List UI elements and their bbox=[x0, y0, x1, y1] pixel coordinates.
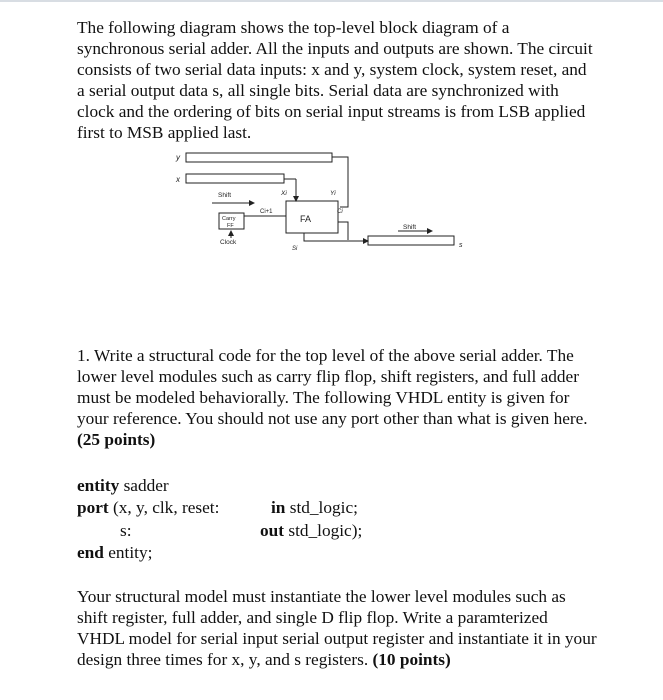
ci-plus-1-label: Ci+1 bbox=[260, 209, 273, 215]
y-wire bbox=[332, 157, 348, 207]
out-keyword: out bbox=[260, 521, 285, 540]
out-type: std_logic); bbox=[288, 521, 363, 540]
output-s-label: s bbox=[459, 242, 463, 249]
si-label: Si bbox=[292, 246, 298, 252]
code-s-port: s: bbox=[120, 521, 132, 540]
entity-name: sadder bbox=[123, 476, 169, 495]
in-type: std_logic; bbox=[289, 498, 358, 517]
clock-label: Clock bbox=[220, 239, 237, 246]
x-shift-register bbox=[186, 174, 284, 183]
intro-paragraph: The following diagram shows the top-level block diagram of a synchronous serial adder. All the inputs and outputs are shown. The circuit consists of two serial data inputs: x and y, system clock, system reset, and a serial output data s, all single bits. Serial data are synchronized with clock and the ordering of bits on serial input streams is from LSB applied first to MSB applied last. bbox=[77, 18, 593, 142]
y-shift-register bbox=[186, 153, 332, 162]
full-adder bbox=[286, 201, 338, 233]
port-list: (x, y, clk, reset: bbox=[113, 498, 220, 517]
instruction-text: Your structural model must instantiate the lower level modules such as shift register, full adder, and single D flip flop. Write a paramterized VHDL model for serial input serial output register and instantiate it in your design three times for x, y, and s registers. bbox=[77, 587, 597, 669]
entity-keyword: entity bbox=[77, 476, 120, 495]
yi-label: Yi bbox=[330, 190, 336, 197]
code-out-type bbox=[260, 520, 362, 542]
instruction-points: (10 points) bbox=[372, 650, 451, 669]
top-border bbox=[0, 0, 663, 2]
instruction-paragraph bbox=[77, 586, 597, 670]
code-in-type bbox=[271, 497, 358, 519]
carry-ff-label-2: FF bbox=[227, 223, 234, 229]
end-rest: entity; bbox=[108, 543, 153, 562]
si-wire bbox=[304, 233, 366, 241]
shift-label-2: Shift bbox=[403, 224, 417, 231]
fa-label: FA bbox=[300, 214, 312, 224]
question-text: 1. Write a structural code for the top level of the above serial adder. The lower level modules such as carry flip flop, shift registers, and full adder must be modeled behaviorally. The following VHDL entity is given for your reference. You should not use any port other than what is given here. bbox=[77, 346, 588, 428]
in-keyword: in bbox=[271, 498, 286, 517]
s-shift-register bbox=[368, 236, 454, 245]
code-end-line bbox=[77, 542, 152, 564]
ci-wire bbox=[338, 222, 348, 240]
question-points: (25 points) bbox=[77, 430, 156, 449]
carry-ff bbox=[219, 213, 244, 229]
end-keyword: end bbox=[77, 543, 104, 562]
carry-ff-label: Carry bbox=[222, 216, 236, 222]
code-port-line bbox=[77, 497, 219, 519]
input-y-label: y bbox=[176, 153, 180, 162]
ci-label: Ci bbox=[337, 209, 343, 215]
shift-label-1: Shift bbox=[218, 192, 232, 199]
input-x-label: x bbox=[176, 175, 180, 184]
question-paragraph bbox=[77, 345, 597, 450]
port-keyword: port bbox=[77, 498, 109, 517]
xi-label: Xi bbox=[281, 190, 287, 197]
code-entity-line bbox=[77, 475, 169, 497]
